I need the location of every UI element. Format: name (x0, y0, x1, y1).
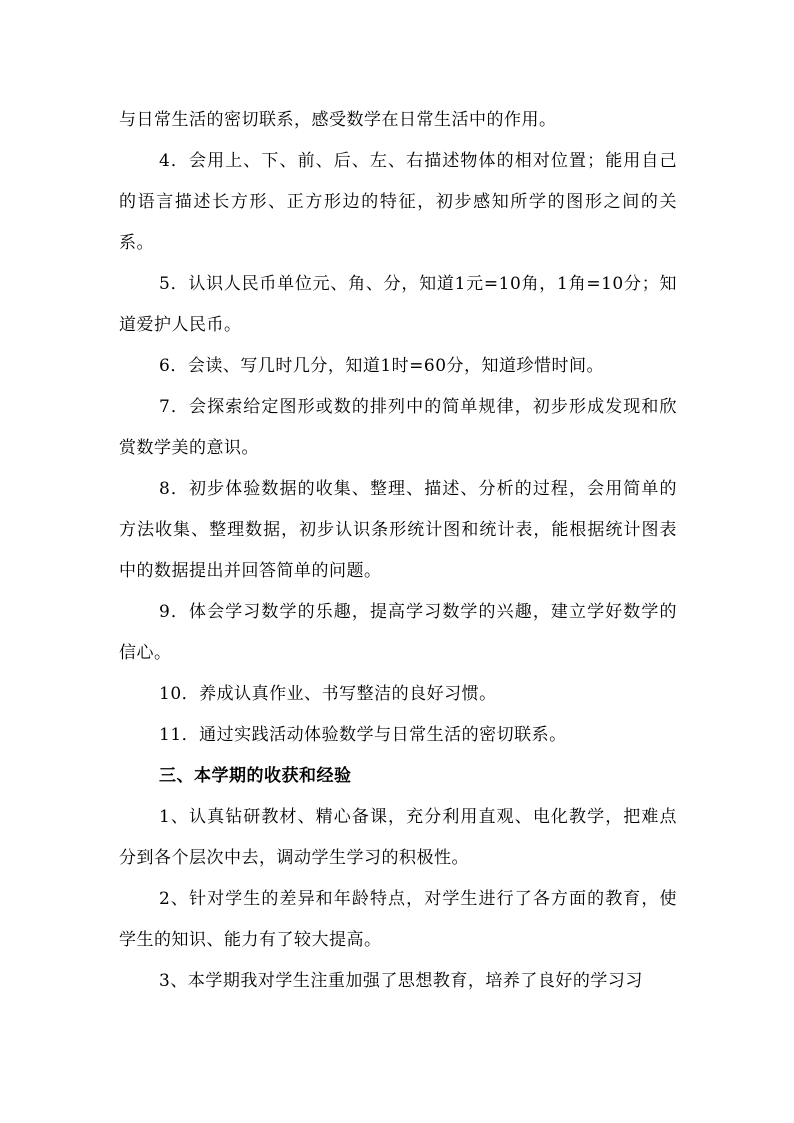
list-item-4: 4．会用上、下、前、后、左、右描述物体的相对位置；能用自己的语言描述长方形、正方形边的特征，初步感知所学的图形之间的关系。 (119, 151, 677, 253)
document-body (119, 100, 677, 1002)
list-item-5: 5．认识人民币单位元、角、分，知道1元=10角，1角=10分；知道爱护人民币。 (119, 274, 677, 335)
section-heading: 三、本学期的收获和经验 (159, 766, 352, 786)
list-item-9: 9．体会学习数学的乐趣，提高学习数学的兴趣，建立学好数学的信心。 (119, 602, 677, 663)
list-item-10: 10．养成认真作业、书写整洁的良好习惯。 (159, 684, 497, 704)
paragraph-continuation: 与日常生活的密切联系，感受数学在日常生活中的作用。 (119, 110, 557, 130)
list-item-6: 6．会读、写几时几分，知道1时=60分，知道珍惜时间。 (159, 356, 605, 376)
list-item-8: 8．初步体验数据的收集、整理、描述、分析的过程，会用简单的方法收集、整理数据，初步认识条形统计图和统计表，能根据统计图表中的数据提出并回答简单的问题。 (119, 479, 677, 581)
experience-item-2: 2、针对学生的差异和年龄特点，对学生进行了各方面的教育，使学生的知识、能力有了较大提高。 (119, 889, 677, 950)
experience-item-3: 3、本学期我对学生注重加强了思想教育，培养了良好的学习习 (159, 971, 643, 991)
list-item-7: 7．会探索给定图形或数的排列中的简单规律，初步形成发现和欣赏数学美的意识。 (119, 397, 677, 458)
experience-item-1: 1、认真钻研教材、精心备课，充分利用直观、电化教学，把难点分到各个层次中去，调动学生学习的积极性。 (119, 807, 677, 868)
list-item-11: 11．通过实践活动体验数学与日常生活的密切联系。 (159, 725, 567, 745)
